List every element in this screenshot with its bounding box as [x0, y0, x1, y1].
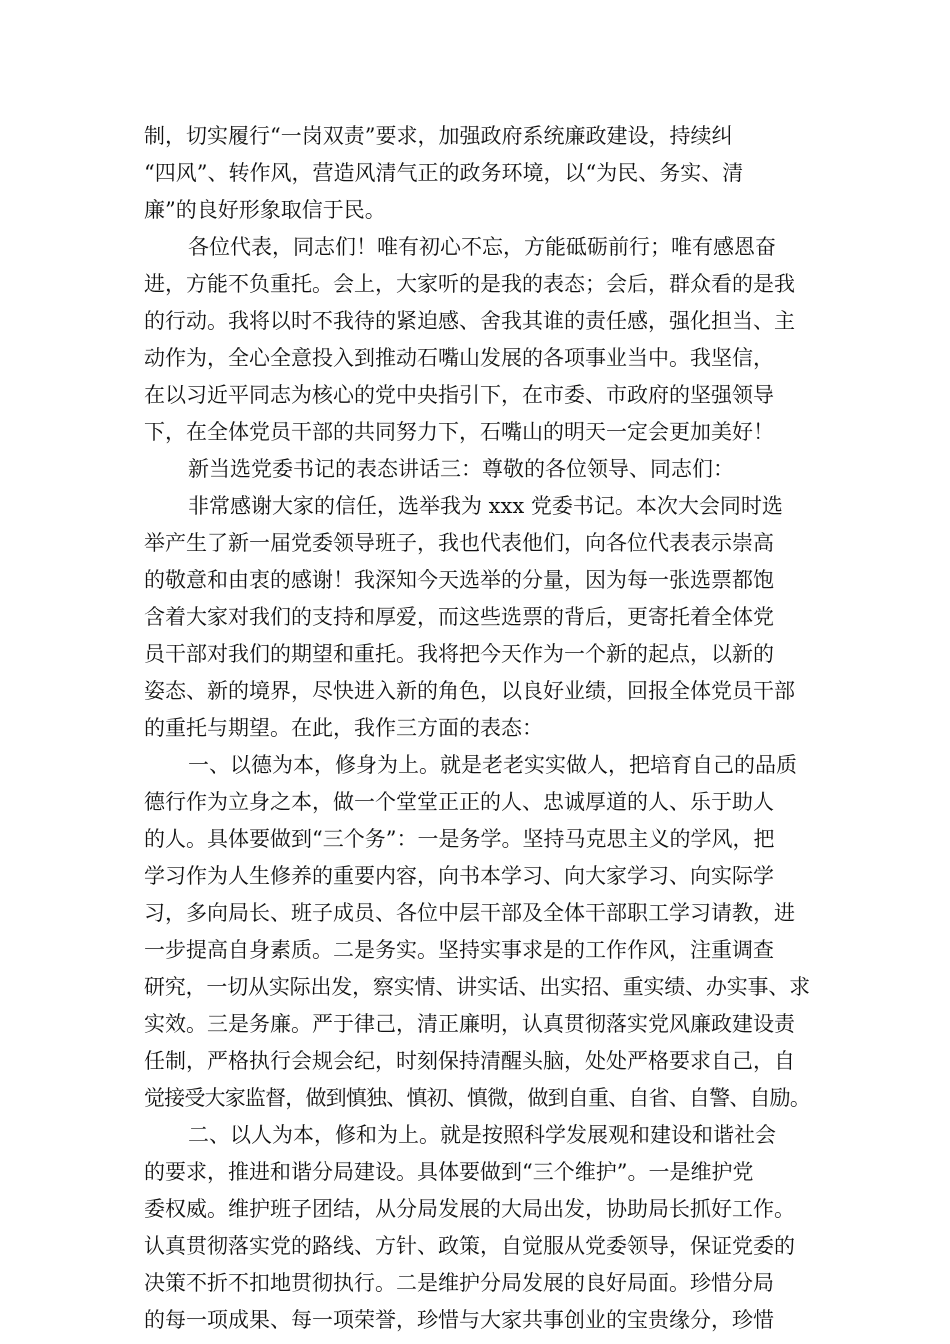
text-line: “四风”、转作风，营造风清气正的政务环境，以“为民、务实、清 [144, 161, 744, 185]
text-line: 实效。三是务廉。严于律己，清正廉明，认真贯彻落实党风廉政建设责 [144, 1012, 795, 1036]
text-line: 下，在全体党员干部的共同努力下，石嘴山的明天一定会更加美好！ [144, 420, 774, 444]
text-line: 举产生了新一届党委领导班子，我也代表他们，向各位代表表示崇高 [144, 531, 774, 555]
text-line: 的人。具体要做到“三个务”：一是务学。坚持马克思主义的学风，把 [144, 827, 775, 851]
text-line: 的要求，推进和谐分局建设。具体要做到“三个维护”。一是维护党 [144, 1160, 754, 1184]
text-line: 的重托与期望。在此，我作三方面的表态： [144, 716, 543, 740]
text-line: 员干部对我们的期望和重托。我将把今天作为一个新的起点，以新的 [144, 642, 774, 666]
text-line: 任制，严格执行会规会纪，时刻保持清醒头脑，处处严格要求自己，自 [144, 1049, 795, 1073]
text-line: 研究，一切从实际出发，察实情、讲实话、出实招、重实绩、办实事、求 [144, 975, 810, 999]
text-line: 含着大家对我们的支持和厚爱，而这些选票的背后，更寄托着全体党 [144, 605, 774, 629]
document-body [144, 118, 810, 1339]
text-line: 一步提高自身素质。二是务实。坚持实事求是的工作作风，注重调查 [144, 938, 774, 962]
paragraph-first-line: 一、以德为本，修身为上。就是老老实实做人，把培育自己的品质 [188, 753, 797, 777]
text-line: 动作为，全心全意投入到推动石嘴山发展的各项事业当中。我坚信， [144, 346, 774, 370]
paragraph-first-line: 各位代表，同志们！唯有初心不忘，方能砥砺前行；唯有感恩奋 [188, 235, 776, 259]
text-line: 姿态、新的境界，尽快进入新的角色，以良好业绩，回报全体党员干部 [144, 679, 795, 703]
text-line: 廉”的良好形象取信于民。 [144, 198, 386, 222]
text-line: 制，切实履行“一岗双责”要求，加强政府系统廉政建设，持续纠 [144, 124, 733, 148]
text-line: 的敬意和由衷的感谢！我深知今天选举的分量，因为每一张选票都饱 [144, 568, 774, 592]
text-line: 的每一项成果、每一项荣誉，珍惜与大家共事创业的宝贵缘分，珍惜 [144, 1308, 774, 1332]
text-line: 决策不折不扣地贯彻执行。二是维护分局发展的良好局面。珍惜分局 [144, 1271, 774, 1295]
text-line: 觉接受大家监督，做到慎独、慎初、慎微，做到自重、自省、自警、自励。 [144, 1086, 810, 1110]
text-line: 习，多向局长、班子成员、各位中层干部及全体干部职工学习请教，进 [144, 901, 795, 925]
paragraph-first-line: 新当选党委书记的表态讲话三：尊敬的各位领导、同志们： [188, 457, 734, 481]
text-line: 认真贯彻落实党的路线、方针、政策，自觉服从党委领导，保证党委的 [144, 1234, 795, 1258]
text-line: 学习作为人生修养的重要内容，向书本学习、向大家学习、向实际学 [144, 864, 774, 888]
text-line: 德行作为立身之本，做一个堂堂正正的人、忠诚厚道的人、乐于助人 [144, 790, 774, 814]
text-line: 的行动。我将以时不我待的紧迫感、舍我其谁的责任感，强化担当、主 [144, 309, 795, 333]
paragraph-first-line: 二、以人为本，修和为上。就是按照科学发展观和建设和谐社会 [188, 1123, 776, 1147]
text-line: 委权威。维护班子团结，从分局发展的大局出发，协助局长抓好工作。 [144, 1197, 795, 1221]
text-line: 进，方能不负重托。会上，大家听的是我的表态；会后，群众看的是我 [144, 272, 795, 296]
text-line: 在以习近平同志为核心的党中央指引下，在市委、市政府的坚强领导 [144, 383, 774, 407]
paragraph-first-line: 非常感谢大家的信任，选举我为 xxx 党委书记。本次大会同时选 [188, 494, 783, 518]
